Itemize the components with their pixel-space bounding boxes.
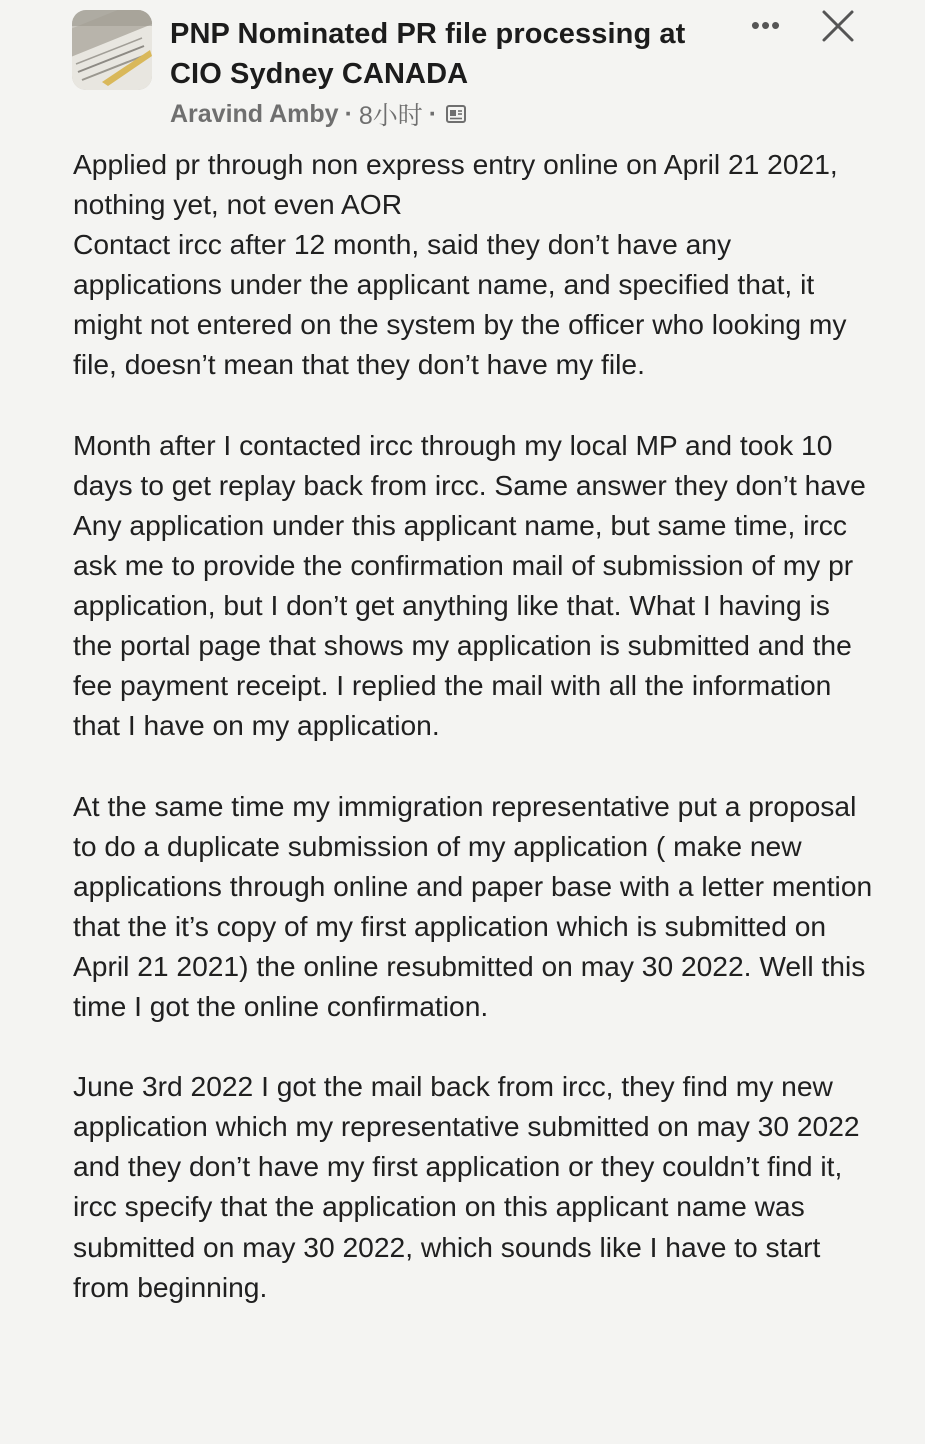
audience-icon <box>445 103 467 125</box>
meta-separator: · <box>344 99 353 128</box>
post-body <box>73 144 873 1347</box>
post-meta <box>170 97 467 131</box>
author-name[interactable]: Aravind Amby <box>170 99 339 128</box>
post-paragraph: At the same time my immigration representative put a proposal to do a duplicate submission of my application ( make new applications through online and paper base with a letter mention that the it’s copy of my first application which is submitted on April 21 2021) the online resubmitted on may 30 2022. Well this time I got the online confirmation. <box>73 789 873 1022</box>
close-button[interactable] <box>818 6 858 46</box>
group-thumbnail[interactable] <box>72 10 152 90</box>
document-photo-icon <box>72 10 152 90</box>
more-options-button[interactable]: ••• <box>750 9 782 40</box>
post-paragraph: Applied pr through non express entry online on April 21 2021, nothing yet, not even AOR Contact ircc after 12 month, said they don’t have any applications under the applicant name, and specified that, it might not entered on the system by the officer who looking my file, doesn’t mean that they don’t have my file. <box>73 148 847 381</box>
post-paragraph: Month after I contacted ircc through my local MP and took 10 days to get replay back from ircc. Same answer they don’t have Any application under this applicant name, but same time, ircc ask me to provide the confirmation mail of submission of my pr application, but I don’t get anything like that. What I having is the portal page that shows my application is submitted and the fee payment receipt. I replied the mail with all the information that I have on my application. <box>73 428 866 742</box>
post-paragraph: June 3rd 2022 I got the mail back from ircc, they find my new application which my representative submitted on may 30 2022 and they don’t have my first application or they couldn’t find it, ircc specify that the application on this applicant name was submitted on may 30 2022, which sounds like I have to start from beginning. <box>73 1070 860 1303</box>
close-icon <box>818 6 858 46</box>
meta-separator: · <box>428 99 438 128</box>
post-time: 8小时 <box>358 102 423 130</box>
post-title[interactable]: PNP Nominated PR file processing at CIO Sydney CANADA <box>170 18 686 90</box>
post-header <box>0 0 925 140</box>
